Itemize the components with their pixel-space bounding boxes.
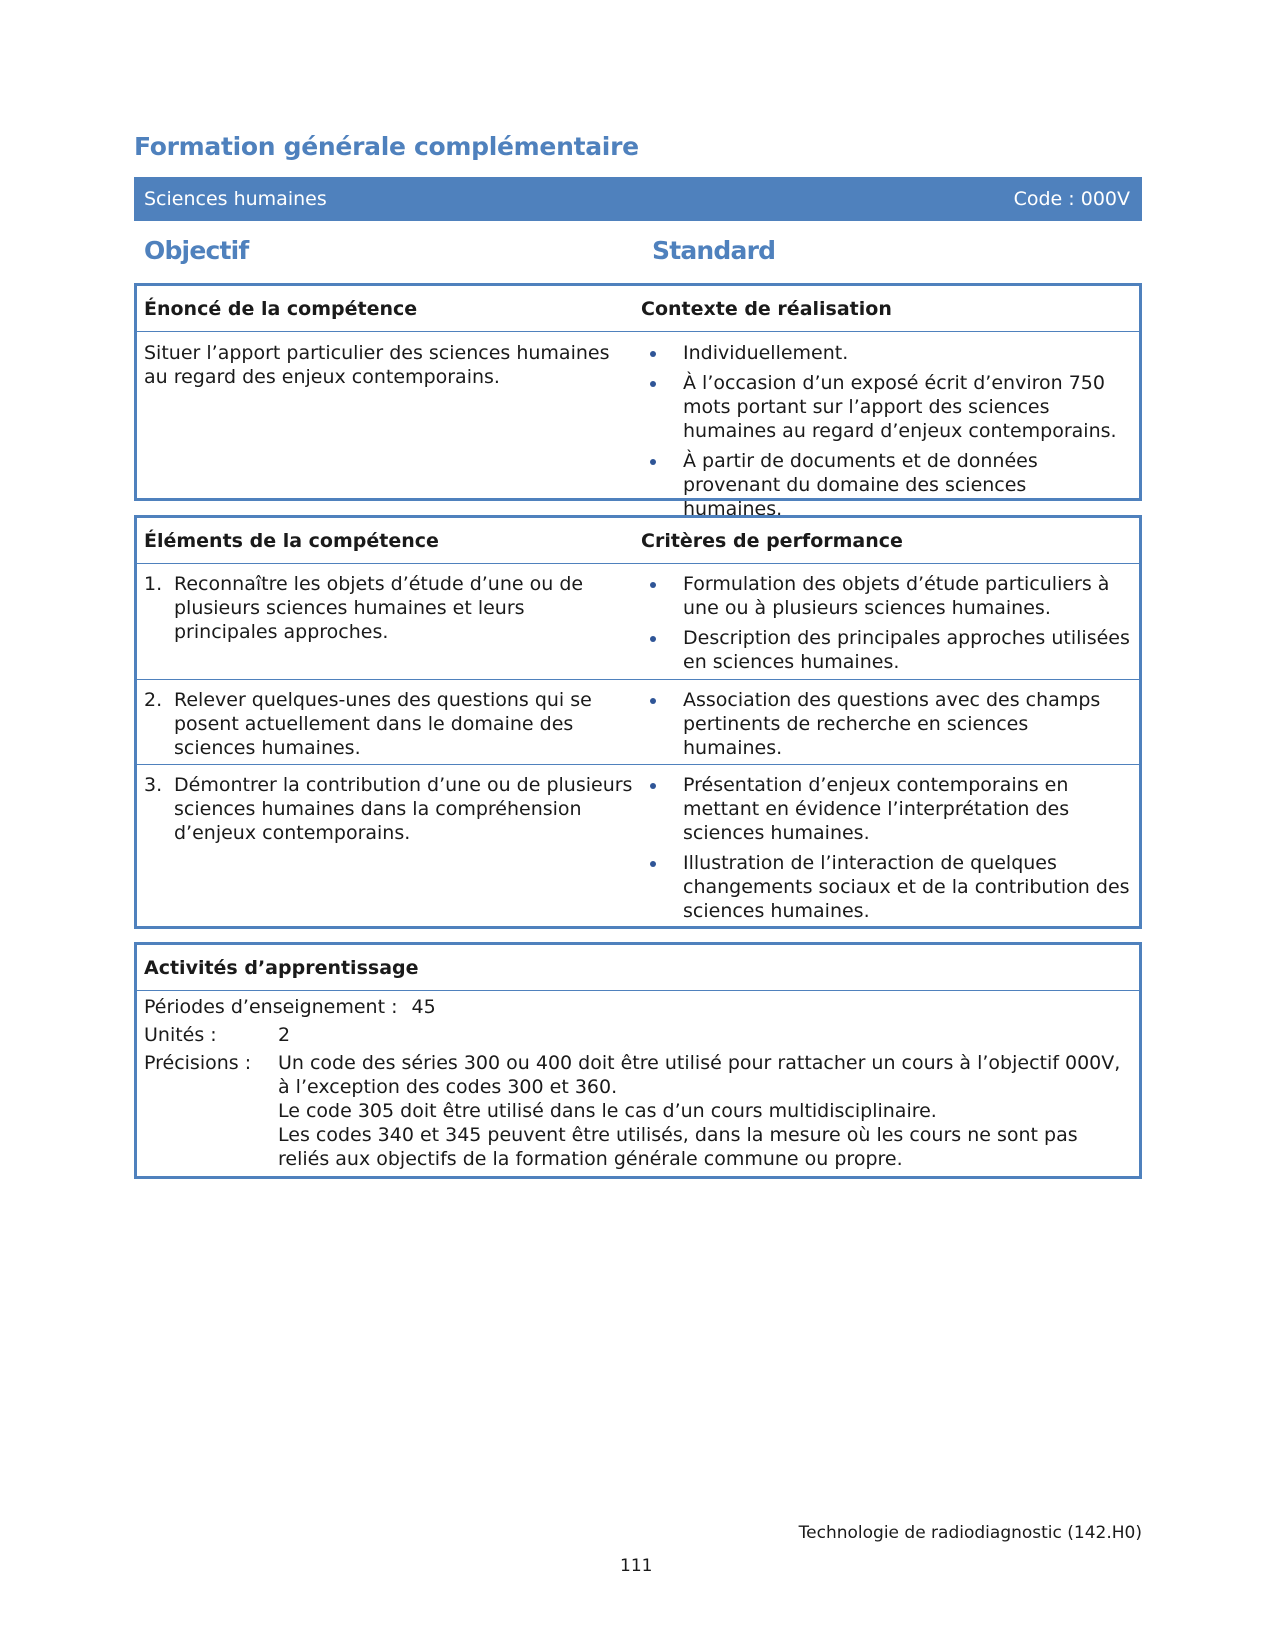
elements-header: Éléments de la compétence xyxy=(144,530,439,552)
subject-name: Sciences humaines xyxy=(144,188,327,210)
periods-label: Périodes d’enseignement : xyxy=(144,996,398,1018)
table-row xyxy=(137,679,1139,764)
element-item: 2. Relever quelques-unes des questions qui se posent actuellement dans le domaine des sciences humaines. xyxy=(144,689,592,759)
activities-header-row xyxy=(137,945,1139,990)
elements-table xyxy=(134,515,1142,929)
units-label: Unités : xyxy=(144,1024,217,1046)
details-row xyxy=(144,1051,1131,1171)
list-item: Description des principales approches utilisées en sciences humaines. xyxy=(641,626,1131,674)
subject-banner xyxy=(134,177,1142,221)
bullet-icon xyxy=(650,351,656,357)
page-number: 111 xyxy=(620,1556,653,1576)
footer-document-title: Technologie de radiodiagnostic (142.H0) xyxy=(798,1523,1142,1543)
table-row xyxy=(137,563,1139,679)
activities-body xyxy=(137,990,1139,1171)
bullet-icon xyxy=(650,459,656,465)
bullet-icon xyxy=(650,698,656,704)
list-item: À l’occasion d’un exposé écrit d’environ 750 mots portant sur l’apport des sciences humaines au regard d’enjeux contemporains. xyxy=(641,371,1131,443)
bullet-icon xyxy=(650,861,656,867)
list-item: Association des questions avec des champs pertinents de recherche en sciences humaines. xyxy=(641,688,1131,760)
page-title: Formation générale complémentaire xyxy=(134,132,639,161)
competence-statement: Situer l’apport particulier des sciences humaines au regard des enjeux contemporains. xyxy=(144,342,610,388)
competence-table-body xyxy=(137,331,1139,521)
element-item: 1. Reconnaître les objets d’étude d’une ou de plusieurs sciences humaines et leurs principales approches. xyxy=(144,573,584,643)
units-value: 2 xyxy=(278,1024,291,1046)
activities-table xyxy=(134,942,1142,1179)
list-item: Présentation d’enjeux contemporains en mettant en évidence l’interprétation des sciences humaines. xyxy=(641,773,1131,845)
objectif-heading: Objectif xyxy=(144,236,249,265)
bullet-icon xyxy=(650,783,656,789)
units-row xyxy=(144,1023,1131,1047)
context-header: Contexte de réalisation xyxy=(641,298,892,320)
bullet-icon xyxy=(650,636,656,642)
list-item: Individuellement. xyxy=(641,341,1131,365)
standard-heading: Standard xyxy=(652,236,776,265)
periods-row xyxy=(144,995,1131,1019)
bullet-icon xyxy=(650,381,656,387)
table-row xyxy=(137,764,1139,923)
criteria-list xyxy=(641,572,1131,674)
statement-header: Énoncé de la compétence xyxy=(144,298,418,320)
details-value: Un code des séries 300 ou 400 doit être utilisé pour rattacher un cours à l’objectif 000V, à l’exception des codes 300 et 360. Le code 305 doit être utilisé dans le cas d’un cours multidisciplinaire. Les codes 340 et 345 peuvent être utilisés, dans la mesure où les cours ne sont pas reliés aux objectifs de la formation générale commune ou propre. xyxy=(278,1052,1121,1170)
criteria-header: Critères de performance xyxy=(641,530,903,552)
criteria-list xyxy=(641,773,1131,923)
context-list xyxy=(641,341,1131,521)
subject-code: Code : 000V xyxy=(1013,188,1130,210)
details-label: Précisions : xyxy=(144,1052,252,1074)
bullet-icon xyxy=(650,582,656,588)
elements-table-header xyxy=(137,518,1139,563)
list-item: Formulation des objets d’étude particuliers à une ou à plusieurs sciences humaines. xyxy=(641,572,1131,620)
list-item: Illustration de l’interaction de quelques changements sociaux et de la contribution des sciences humaines. xyxy=(641,851,1131,923)
periods-value: 45 xyxy=(411,996,436,1018)
column-headings xyxy=(134,232,1142,272)
competence-table xyxy=(134,283,1142,520)
activities-header: Activités d’apprentissage xyxy=(144,957,419,979)
competence-table-header xyxy=(137,286,1139,331)
context-list-cell xyxy=(641,341,1139,521)
criteria-list xyxy=(641,688,1131,760)
element-item: 3. Démontrer la contribution d’une ou de plusieurs sciences humaines dans la compréhension d’enjeux contemporains. xyxy=(144,774,633,844)
list-item: À partir de documents et de données provenant du domaine des sciences humaines. xyxy=(641,449,1131,521)
